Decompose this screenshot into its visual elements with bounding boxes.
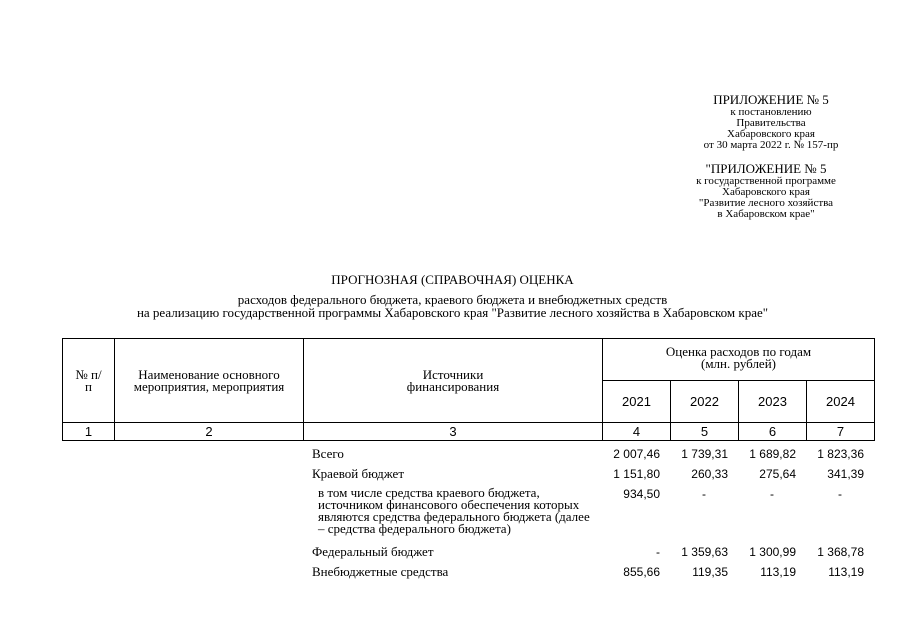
- value-cell: 1 739,31: [681, 447, 728, 461]
- value-cell: 1 689,82: [749, 447, 796, 461]
- header-activity-name: Наименование основного мероприятия, мероприятия: [115, 339, 304, 423]
- value-cell: 934,50: [623, 487, 660, 501]
- value-cell: 1 823,36: [817, 447, 864, 461]
- attachment-2-line: Хабаровского края: [722, 186, 810, 198]
- attachment-2-line: в Хабаровском крае": [717, 208, 815, 220]
- estimate-table-header: [62, 338, 875, 441]
- column-number: 1: [63, 423, 115, 441]
- value-cell: -: [770, 487, 774, 501]
- column-number: 2: [115, 423, 304, 441]
- attachment-1-line: Правительства: [736, 117, 806, 129]
- value-cell: -: [702, 487, 706, 501]
- funding-source: в том числе средства краевого бюджета, источником финансового обеспечения которых являются средства федерального бюджета (далее – средства федерального бюджета): [318, 485, 590, 536]
- table-row: [308, 545, 874, 565]
- value-cell: 855,66: [623, 565, 660, 579]
- column-number: 7: [807, 423, 875, 441]
- attachment-1-line: Хабаровского края: [727, 128, 815, 140]
- table-row: [308, 467, 874, 487]
- attachment-1-title: ПРИЛОЖЕНИЕ № 5: [713, 92, 829, 107]
- table-row: [308, 487, 874, 545]
- header-year: 2021: [603, 381, 671, 423]
- attachment-block-2: [666, 161, 866, 220]
- table-row: [308, 447, 874, 467]
- header-number: № п/п: [63, 339, 115, 423]
- document-subtitle-line-1: расходов федерального бюджета, краевого бюджета и внебюджетных средств: [237, 292, 668, 307]
- value-cell: 1 359,63: [681, 545, 728, 559]
- value-cell: 2 007,46: [613, 447, 660, 461]
- funding-source: Внебюджетные средства: [312, 564, 449, 579]
- attachment-2-title: "ПРИЛОЖЕНИЕ № 5: [705, 161, 827, 176]
- attachment-block-1: [676, 92, 866, 151]
- column-number: 3: [304, 423, 603, 441]
- value-cell: -: [656, 545, 660, 559]
- table-row: [308, 565, 874, 585]
- funding-source: Всего: [312, 446, 344, 461]
- value-cell: 275,64: [759, 467, 796, 481]
- value-cell: -: [838, 487, 842, 501]
- attachment-1-line: к постановлению: [730, 106, 812, 118]
- value-cell: 1 300,99: [749, 545, 796, 559]
- value-cell: 113,19: [828, 565, 864, 579]
- attachment-2-line: к государственной программе: [696, 175, 836, 187]
- value-cell: 119,35: [692, 565, 728, 579]
- value-cell: 1 368,78: [817, 545, 864, 559]
- document-title: ПРОГНОЗНАЯ (СПРАВОЧНАЯ) ОЦЕНКА: [331, 272, 574, 287]
- funding-source: Федеральный бюджет: [312, 544, 434, 559]
- value-cell: 113,19: [760, 565, 796, 579]
- column-number: 4: [603, 423, 671, 441]
- estimate-table-body: [308, 447, 874, 585]
- attachment-1-line: от 30 марта 2022 г. № 157-пр: [703, 139, 839, 151]
- attachment-2-line: "Развитие лесного хозяйства: [698, 197, 834, 209]
- header-estimate-by-year: Оценка расходов по годам (млн. рублей): [603, 339, 875, 381]
- header-funding-source: Источники финансирования: [304, 339, 603, 423]
- value-cell: 260,33: [691, 467, 728, 481]
- funding-source: Краевой бюджет: [312, 466, 405, 481]
- document-subtitle-line-2: на реализацию государственной программы Хабаровского края "Развитие лесного хозяйства в Хабаровском крае": [136, 305, 769, 320]
- header-year: 2024: [807, 381, 875, 423]
- column-number: 5: [671, 423, 739, 441]
- column-number: 6: [739, 423, 807, 441]
- value-cell: 1 151,80: [613, 467, 660, 481]
- value-cell: 341,39: [827, 467, 864, 481]
- header-year: 2023: [739, 381, 807, 423]
- header-year: 2022: [671, 381, 739, 423]
